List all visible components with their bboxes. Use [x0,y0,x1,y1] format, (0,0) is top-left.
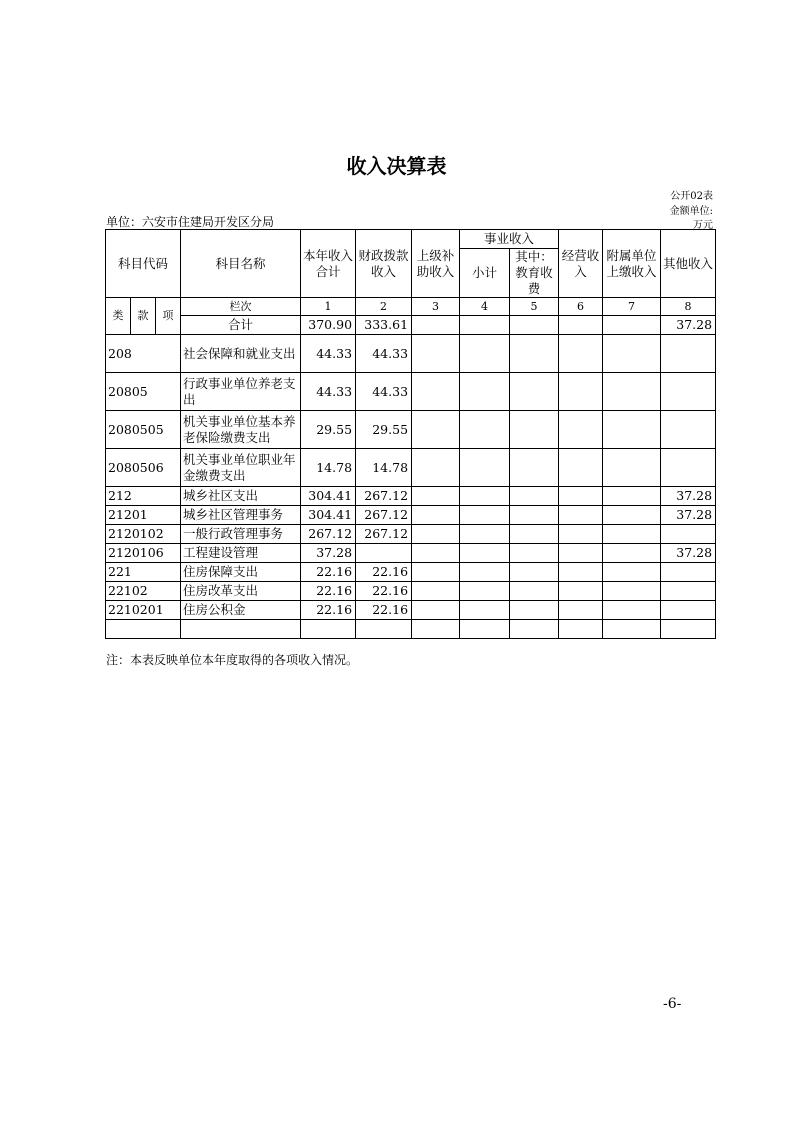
row-name: 城乡社区支出 [181,487,301,506]
header-name: 科目名称 [181,230,301,298]
row-fiscal: 44.33 [356,335,412,373]
row-name: 住房公积金 [181,601,301,620]
row-fiscal: 267.12 [356,487,412,506]
row-other [661,582,716,601]
row-other [661,335,716,373]
table-row [106,544,716,563]
income-table [105,229,716,639]
header-subtotal: 小计 [460,249,510,298]
header-other: 其他收入 [661,230,716,298]
row-fiscal [356,544,412,563]
row-total: 22.16 [301,563,356,582]
total-other: 37.28 [661,316,716,335]
table-note: 注：本表反映单位本年度取得的各项收入情况。 [106,653,359,667]
table-row [106,335,716,373]
row-fiscal: 22.16 [356,582,412,601]
row-fiscal: 267.12 [356,506,412,525]
col-label: 栏次 [181,298,301,316]
page-number: -6- [663,996,682,1012]
amount-unit-value: 万元 [693,220,713,231]
row-total: 44.33 [301,373,356,411]
row-total: 14.78 [301,449,356,487]
row-other: 37.28 [661,544,716,563]
header-fiscal: 财政拨款收入 [356,230,412,298]
table-row [106,411,716,449]
header-superior: 上级补助收入 [412,230,460,298]
header-operating: 经营收入 [559,230,603,298]
row-other [661,563,716,582]
row-fiscal: 22.16 [356,563,412,582]
row-code: 208 [106,335,181,373]
row-other [661,449,716,487]
header-code: 科目代码 [106,230,181,298]
row-other [661,525,716,544]
form-code: 公开02表 [670,191,713,202]
row-total: 29.55 [301,411,356,449]
row-name: 机关事业单位职业年金缴费支出 [181,449,301,487]
header-kuan: 款 [131,298,156,335]
total-amount: 370.90 [301,316,356,335]
row-code: 22102 [106,582,181,601]
row-other: 37.28 [661,506,716,525]
row-name: 机关事业单位基本养老保险缴费支出 [181,411,301,449]
row-name: 工程建设管理 [181,544,301,563]
row-code: 2210201 [106,601,181,620]
header-lei: 类 [106,298,131,335]
organization-name: 单位：六安市住建局开发区分局 [106,215,275,229]
row-name: 城乡社区管理事务 [181,506,301,525]
row-code: 20805 [106,373,181,411]
page-title: 收入决算表 [346,154,447,178]
header-xiang: 项 [156,298,181,335]
table-row [106,449,716,487]
row-code: 221 [106,563,181,582]
row-other [661,373,716,411]
col-num: 1 [301,298,356,316]
row-other: 37.28 [661,487,716,506]
row-fiscal: 29.55 [356,411,412,449]
col-num: 6 [559,298,603,316]
table-row [106,487,716,506]
col-num: 3 [412,298,460,316]
total-label: 合计 [181,316,301,335]
header-edu: 其中：教育收费 [510,249,559,298]
table-row [106,563,716,582]
header-total: 本年收入合计 [301,230,356,298]
row-code: 2120106 [106,544,181,563]
col-num: 4 [460,298,510,316]
row-total: 22.16 [301,582,356,601]
row-name: 社会保障和就业支出 [181,335,301,373]
row-code: 2080505 [106,411,181,449]
row-other [661,601,716,620]
row-total: 267.12 [301,525,356,544]
row-total: 304.41 [301,487,356,506]
col-num: 8 [661,298,716,316]
row-code: 21201 [106,506,181,525]
col-num: 2 [356,298,412,316]
row-fiscal: 267.12 [356,525,412,544]
row-code: 2080506 [106,449,181,487]
total-row [106,316,716,335]
total-fiscal: 333.61 [356,316,412,335]
table-row [106,506,716,525]
row-code: 2120102 [106,525,181,544]
table-row [106,373,716,411]
row-fiscal: 14.78 [356,449,412,487]
row-total: 304.41 [301,506,356,525]
col-num: 7 [603,298,661,316]
row-name: 住房改革支出 [181,582,301,601]
table-row [106,525,716,544]
row-name: 住房保障支出 [181,563,301,582]
row-total: 44.33 [301,335,356,373]
row-name: 一般行政管理事务 [181,525,301,544]
header-business: 事业收入 [460,230,559,249]
empty-row [106,620,716,639]
row-code: 212 [106,487,181,506]
row-fiscal: 22.16 [356,601,412,620]
header-affiliate: 附属单位上缴收入 [603,230,661,298]
row-total: 22.16 [301,601,356,620]
row-name: 行政事业单位养老支出 [181,373,301,411]
amount-unit-label: 金额单位: [669,206,713,217]
row-total: 37.28 [301,544,356,563]
row-fiscal: 44.33 [356,373,412,411]
row-other [661,411,716,449]
col-num: 5 [510,298,559,316]
table-row [106,582,716,601]
table-row [106,601,716,620]
